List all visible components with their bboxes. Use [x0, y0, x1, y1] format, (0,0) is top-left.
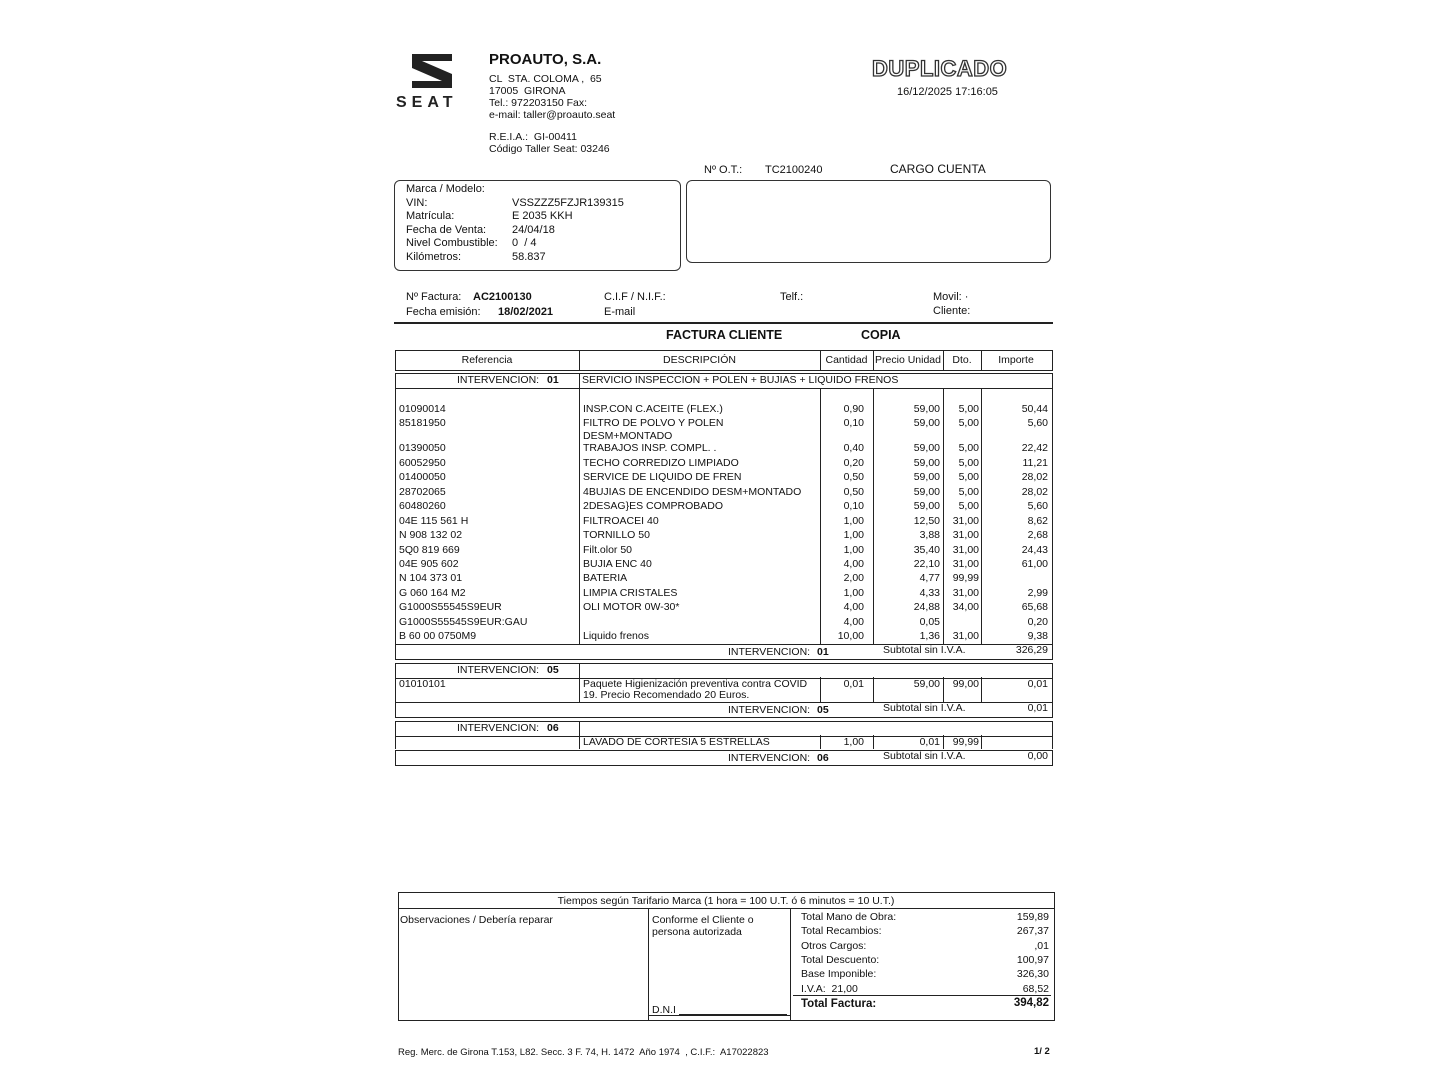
item-unit-price: 24,88 [913, 601, 940, 613]
total-label: Total Descuento: [801, 953, 880, 966]
item-description: Filt.olor 50 [583, 544, 633, 556]
vehicle-field-value: 0 / 4 [512, 237, 537, 250]
item-quantity: 0,10 [843, 417, 864, 429]
table-header-separator [943, 350, 944, 370]
item-reference: 60480260 [399, 500, 446, 512]
page-number: 1/ 2 [1034, 1046, 1050, 1057]
item-description: 2DESAG}ES COMPROBADO [583, 500, 724, 512]
table-row [397, 499, 1053, 513]
total-label: Base Imponible: [801, 968, 877, 981]
item-reference: 01010101 [399, 678, 446, 690]
subtotal-value: 0,01 [1027, 702, 1048, 714]
stamp-datetime: 16/12/2025 17:16:05 [897, 86, 998, 98]
table-row [397, 441, 1053, 455]
intervention-number: 05 [547, 664, 559, 676]
item-discount: 31,00 [952, 630, 979, 642]
summary-divider-2 [790, 908, 791, 1020]
brand-name: SEAT [396, 94, 458, 111]
item-description-line2: 19. Precio Recomendado 20 Euros. [583, 689, 750, 701]
item-unit-price: 4,33 [919, 587, 940, 599]
item-quantity: 1,00 [843, 544, 864, 556]
column-separator [579, 721, 580, 736]
item-amount: 28,02 [1021, 471, 1048, 483]
item-description: TRABAJOS INSP. COMPL. . [583, 442, 717, 454]
company-reia: R.E.I.A.: GI-00411 [489, 131, 577, 143]
table-header-separator [579, 350, 580, 370]
total-value: ,01 [1034, 939, 1049, 952]
total-value: 68,52 [1022, 982, 1049, 995]
subtotal-intervention-label: INTERVENCION: [728, 646, 811, 658]
column-separator [579, 373, 580, 388]
table-row [397, 470, 1053, 484]
item-discount: 31,00 [952, 529, 979, 541]
intervention-number: 01 [547, 374, 559, 386]
item-unit-price: 0,01 [919, 736, 940, 748]
item-description: LIMPIA CRISTALES [583, 587, 678, 599]
item-amount: 28,02 [1021, 486, 1048, 498]
movil-label: Movil: · [933, 291, 969, 303]
item-unit-price: 3,88 [919, 529, 940, 541]
vehicle-field-label: Matrícula: [406, 210, 455, 223]
invoice-number-label: Nº Factura: [406, 291, 462, 303]
cliente-label: Cliente: [933, 305, 971, 317]
company-phone: Tel.: 972203150 Fax: [489, 97, 588, 109]
total-label: Total Mano de Obra: [801, 911, 897, 923]
item-description: DESM+MONTADO [583, 430, 673, 442]
item-quantity: 0,20 [843, 457, 864, 469]
tiempos-header: Tiempos según Tarifario Marca (1 hora = 100 U.T. ó 6 minutos = 10 U.T.) [557, 895, 895, 907]
item-discount: 5,00 [958, 486, 979, 498]
table-row [397, 456, 1053, 470]
item-discount: 31,00 [952, 515, 979, 527]
item-reference: 01400050 [399, 471, 446, 483]
item-reference: G 060 164 M2 [399, 587, 466, 599]
item-reference: 28702065 [399, 486, 446, 498]
item-unit-price: 1,36 [919, 630, 940, 642]
item-quantity: 1,00 [843, 515, 864, 527]
item-unit-price: 59,00 [913, 471, 940, 483]
total-value: 159,89 [1016, 911, 1049, 923]
item-reference: N 104 373 01 [399, 572, 463, 584]
item-quantity: 0,01 [843, 678, 864, 690]
subtotal-value: 0,00 [1027, 750, 1048, 762]
item-amount: 24,43 [1021, 544, 1048, 556]
item-discount: 99,99 [952, 736, 979, 748]
invoice-title: FACTURA CLIENTE [666, 328, 783, 342]
item-quantity: 1,00 [843, 587, 864, 599]
item-quantity: 4,00 [843, 558, 864, 570]
item-quantity: 4,00 [843, 616, 864, 628]
dni-label: D.N.I [652, 1004, 676, 1016]
total-label: I.V.A: 21,00 [801, 982, 858, 995]
vehicle-field-value: 24/04/18 [512, 223, 555, 236]
total-factura-label: Total Factura: [801, 998, 877, 1010]
item-description: Liquido frenos [583, 630, 649, 642]
conforme-line2: persona autorizada [652, 926, 742, 938]
column-separator [579, 663, 580, 678]
item-reference: 60052950 [399, 457, 446, 469]
table-row [397, 586, 1053, 600]
item-quantity: 10,00 [837, 630, 864, 642]
company-name: PROAUTO, S.A. [489, 51, 602, 68]
item-unit-price: 4,77 [919, 572, 940, 584]
table-header-separator [873, 350, 874, 370]
vehicle-field-value: E 2035 KKH [512, 210, 573, 223]
table-row [397, 543, 1053, 557]
subtotal-intervention-number: 01 [817, 646, 829, 658]
item-description: Paquete Higienización preventiva contra COVID [583, 678, 808, 690]
item-unit-price: 0,05 [919, 616, 940, 628]
intervention-label: INTERVENCION: [457, 664, 540, 676]
subtotal-label: Subtotal sin I.V.A. [883, 702, 966, 714]
vehicle-field-label: Fecha de Venta: [406, 223, 487, 236]
intervention-label: INTERVENCION: [457, 374, 540, 386]
item-description: 4BUJIAS DE ENCENDIDO DESM+MONTADO [583, 486, 802, 498]
total-label: Otros Cargos: [801, 939, 867, 952]
item-reference: 04E 115 561 H [399, 515, 469, 527]
item-quantity: 0,40 [843, 442, 864, 454]
subtotal-label: Subtotal sin I.V.A. [883, 750, 966, 762]
invoice-copy: COPIA [861, 328, 901, 342]
vehicle-field-value: 58.837 [512, 251, 546, 263]
item-amount: 50,44 [1021, 403, 1048, 415]
intervention-description: SERVICIO INSPECCION + POLEN + BUJIAS + LIQUIDO FRENOS [582, 374, 899, 386]
item-reference: 01090014 [399, 403, 446, 415]
item-quantity: 0,50 [843, 471, 864, 483]
item-discount: 5,00 [958, 500, 979, 512]
item-amount: 9,38 [1027, 630, 1048, 642]
company-address-line1: CL STA. COLOMA , 65 [489, 73, 602, 85]
item-unit-price: 59,00 [913, 500, 940, 512]
table-header-cell: Importe [998, 354, 1034, 366]
subtotal-label: Subtotal sin I.V.A. [883, 644, 966, 656]
item-description: BATERIA [583, 572, 628, 584]
item-quantity: 2,00 [843, 572, 864, 584]
vehicle-field-value: VSSZZZ5FZJR139315 [512, 196, 624, 209]
item-unit-price: 59,00 [913, 442, 940, 454]
table-row [397, 615, 1053, 629]
table-header-cell: DESCRIPCIÓN [663, 354, 736, 366]
item-unit-price: 12,50 [913, 515, 940, 527]
summary-box [398, 892, 1055, 1021]
subtotal-intervention-label: INTERVENCION: [728, 704, 811, 716]
item-reference: 01390050 [399, 442, 446, 454]
table-row [397, 416, 1053, 430]
item-unit-price: 59,00 [913, 457, 940, 469]
vehicle-field-label: VIN: [406, 196, 428, 209]
item-description: TECHO CORREDIZO LIMPIADO [583, 457, 739, 469]
table-header-cell: Referencia [461, 354, 513, 366]
ot-label: Nº O.T.: [704, 164, 743, 176]
total-factura-value: 394,82 [1013, 997, 1049, 1009]
table-header-separator [981, 350, 982, 370]
item-discount: 31,00 [952, 544, 979, 556]
item-discount: 31,00 [952, 587, 979, 599]
item-description: INSP.CON C.ACEITE (FLEX.) [583, 403, 723, 415]
item-reference: 5Q0 819 669 [399, 544, 460, 556]
item-description: FILTROACEI 40 [583, 515, 659, 527]
table-row [397, 571, 1053, 585]
dni-signature-line [679, 1014, 787, 1015]
subtotal-intervention-label: INTERVENCION: [728, 752, 811, 764]
item-reference: N 908 132 02 [399, 529, 463, 541]
item-amount: 61,00 [1021, 558, 1048, 570]
table-header-cell: Dto. [952, 354, 972, 366]
item-description: SERVICE DE LIQUIDO DE FREN [583, 471, 742, 483]
subtotal-intervention-number: 06 [817, 752, 829, 764]
item-amount: 5,60 [1027, 417, 1048, 429]
item-discount: 34,00 [952, 601, 979, 613]
item-quantity: 1,00 [843, 736, 864, 748]
table-header-cell: Cantidad [825, 354, 868, 366]
item-reference: B 60 00 0750M9 [399, 630, 477, 642]
item-description: BUJIA ENC 40 [583, 558, 652, 570]
subtotal-intervention-number: 05 [817, 704, 829, 716]
item-reference: 85181950 [399, 417, 446, 429]
item-discount: 5,00 [958, 457, 979, 469]
table-header-separator [820, 350, 821, 370]
ot-number: TC2100240 [765, 164, 823, 176]
intervention-number: 06 [547, 722, 559, 734]
table-row [397, 485, 1053, 499]
item-amount: 5,60 [1027, 500, 1048, 512]
item-unit-price: 59,00 [913, 417, 940, 429]
item-discount: 99,99 [952, 572, 979, 584]
total-label: Total Recambios: [801, 925, 882, 938]
client-box [686, 180, 1051, 263]
item-discount: 5,00 [958, 442, 979, 454]
summary-divider-1 [648, 908, 649, 1020]
item-description: TORNILLO 50 [583, 529, 650, 541]
duplicado-stamp: DUPLICADO [872, 56, 1008, 81]
item-amount: 22,42 [1021, 442, 1048, 454]
item-amount: 11,21 [1022, 457, 1048, 469]
table-row [397, 557, 1053, 571]
item-quantity: 0,10 [843, 500, 864, 512]
invoice-date: 18/02/2021 [498, 306, 554, 318]
table-row [397, 735, 1053, 749]
conforme-line1: Conforme el Cliente o [652, 914, 754, 926]
telf-label: Telf.: [780, 291, 804, 303]
table-row [397, 528, 1053, 542]
header-divider [394, 322, 1053, 324]
email-label: E-mail [604, 306, 636, 318]
item-quantity: 4,00 [843, 601, 864, 613]
item-discount: 5,00 [958, 471, 979, 483]
table-row [397, 402, 1053, 416]
total-value: 326,30 [1016, 968, 1049, 981]
total-divider [793, 995, 1051, 996]
item-amount: 8,62 [1027, 515, 1048, 527]
item-discount: 99,00 [952, 678, 979, 690]
observaciones-label: Observaciones / Debería reparar [400, 914, 553, 926]
vehicle-field-label: Marca / Modelo: [406, 183, 485, 195]
company-address-line2: 17005 GIRONA [489, 85, 566, 97]
item-reference: G1000S55545S9EUR:GAU [399, 616, 528, 628]
cargo-cuenta: CARGO CUENTA [890, 162, 986, 176]
table-row [397, 600, 1053, 614]
total-value: 100,97 [1016, 953, 1049, 966]
subtotal-value: 326,29 [1015, 644, 1048, 656]
item-description: LAVADO DE CORTESIA 5 ESTRELLAS [583, 736, 770, 748]
item-amount: 2,68 [1027, 529, 1048, 541]
item-description: OLI MOTOR 0W-30* [583, 601, 680, 613]
item-unit-price: 59,00 [913, 403, 940, 415]
table-row [397, 629, 1053, 643]
table-row [397, 514, 1053, 528]
item-unit-price: 59,00 [913, 678, 940, 690]
item-amount: 65,68 [1021, 601, 1048, 613]
item-quantity: 0,90 [843, 403, 864, 415]
item-discount: 5,00 [958, 403, 979, 415]
company-taller-code: Código Taller Seat: 03246 [489, 143, 610, 155]
item-unit-price: 59,00 [913, 486, 940, 498]
vehicle-field-label: Kilómetros: [406, 251, 462, 263]
item-amount: 2,99 [1027, 587, 1048, 599]
item-quantity: 0,50 [843, 486, 864, 498]
item-amount: 0,01 [1027, 678, 1048, 690]
item-discount: 5,00 [958, 417, 979, 429]
summary-header-divider [398, 908, 1054, 909]
item-reference: G1000S55545S9EUR [399, 601, 502, 613]
intervention-label: INTERVENCION: [457, 722, 540, 734]
item-description: FILTRO DE POLVO Y POLEN [583, 417, 724, 429]
invoice-number: AC2100130 [473, 291, 532, 303]
cif-label: C.I.F / N.I.F.: [604, 291, 666, 303]
item-unit-price: 22,10 [913, 558, 940, 570]
item-quantity: 1,00 [843, 529, 864, 541]
item-unit-price: 35,40 [913, 544, 940, 556]
table-header-cell: Precio Unidad [875, 354, 941, 366]
item-amount: 0,20 [1027, 616, 1048, 628]
company-email: e-mail: taller@proauto.seat [489, 109, 616, 121]
vehicle-field-label: Nivel Combustible: [406, 237, 498, 250]
item-discount: 31,00 [952, 558, 979, 570]
total-value: 267,37 [1016, 925, 1049, 938]
registry-footer: Reg. Merc. de Girona T.153, L82. Secc. 3 F. 74, H. 1472 Año 1974 , C.I.F.: A17022823 [398, 1047, 769, 1058]
item-reference: 04E 905 602 [399, 558, 459, 570]
invoice-date-label: Fecha emisión: [406, 306, 481, 318]
